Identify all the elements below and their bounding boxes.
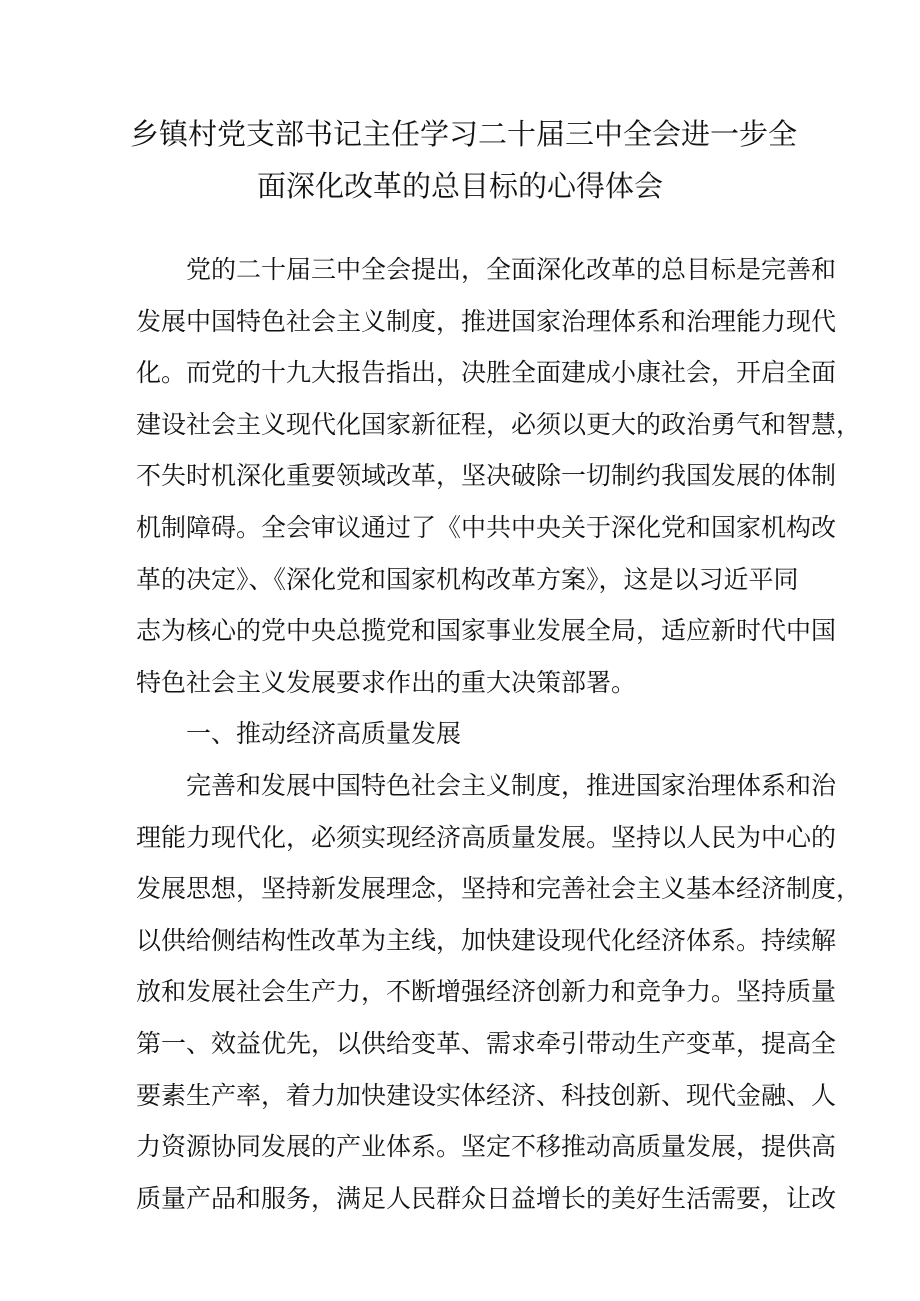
section-heading-1 (136, 708, 790, 760)
text-line: 机制障碍。全会审议通过了《中共中央关于深化党和国家机构改 (136, 512, 837, 542)
text-line: 完善和发展中国特色社会主义制度，推进国家治理体系和治 (186, 770, 837, 800)
text-line: 要素生产率，着力加快建设实体经济、科技创新、现代金融、人 (136, 1080, 837, 1110)
text-line: 革的决定》、《深化党和国家机构改革方案》，这是以习近平同 (136, 564, 799, 594)
paragraph-section-1 (136, 760, 862, 1224)
paragraph-intro (136, 244, 862, 708)
section-heading-text: 一、推动经济高质量发展 (186, 719, 462, 749)
text-line: 特色社会主义发展要求作出的重大决策部署。 (136, 667, 637, 697)
text-line: 不失时机深化重要领域改革，坚决破除一切制约我国发展的体制 (136, 461, 837, 491)
title-line: 面深化改革的总目标的心得体会 (256, 169, 663, 203)
text-line: 放和发展社会生产力，不断增强经济创新力和竞争力。坚持质量 (136, 977, 837, 1007)
text-line: 以供给侧结构性改革为主线，加快建设现代化经济体系。持续解 (136, 925, 837, 955)
text-line: 第一、效益优先，以供给变革、需求牵引带动生产变革，提高全 (136, 1028, 837, 1058)
text-line: 志为核心的党中央总揽党和国家事业发展全局，适应新时代中国 (136, 616, 837, 646)
text-line: 发展思想，坚持新发展理念，坚持和完善社会主义基本经济制度， (136, 874, 862, 904)
text-line: 力资源协同发展的产业体系。坚定不移推动高质量发展，提供高 (136, 1132, 837, 1162)
text-line: 发展中国特色社会主义制度，推进国家治理体系和治理能力现代 (136, 306, 837, 336)
text-line: 化。而党的十九大报告指出，决胜全面建成小康社会，开启全面 (136, 358, 837, 388)
document-body (136, 244, 862, 1224)
text-line: 建设社会主义现代化国家新征程，必须以更大的政治勇气和智慧， (136, 409, 862, 439)
title-line: 乡镇村党支部书记主任学习二十届三中全会进一步全 (130, 117, 798, 151)
document-title (130, 108, 798, 212)
text-line: 理能力现代化，必须实现经济高质量发展。坚持以人民为中心的 (136, 822, 837, 852)
text-line: 质量产品和服务，满足人民群众日益增长的美好生活需要，让改 (136, 1183, 837, 1213)
text-line: 党的二十届三中全会提出，全面深化改革的总目标是完善和 (186, 255, 837, 284)
